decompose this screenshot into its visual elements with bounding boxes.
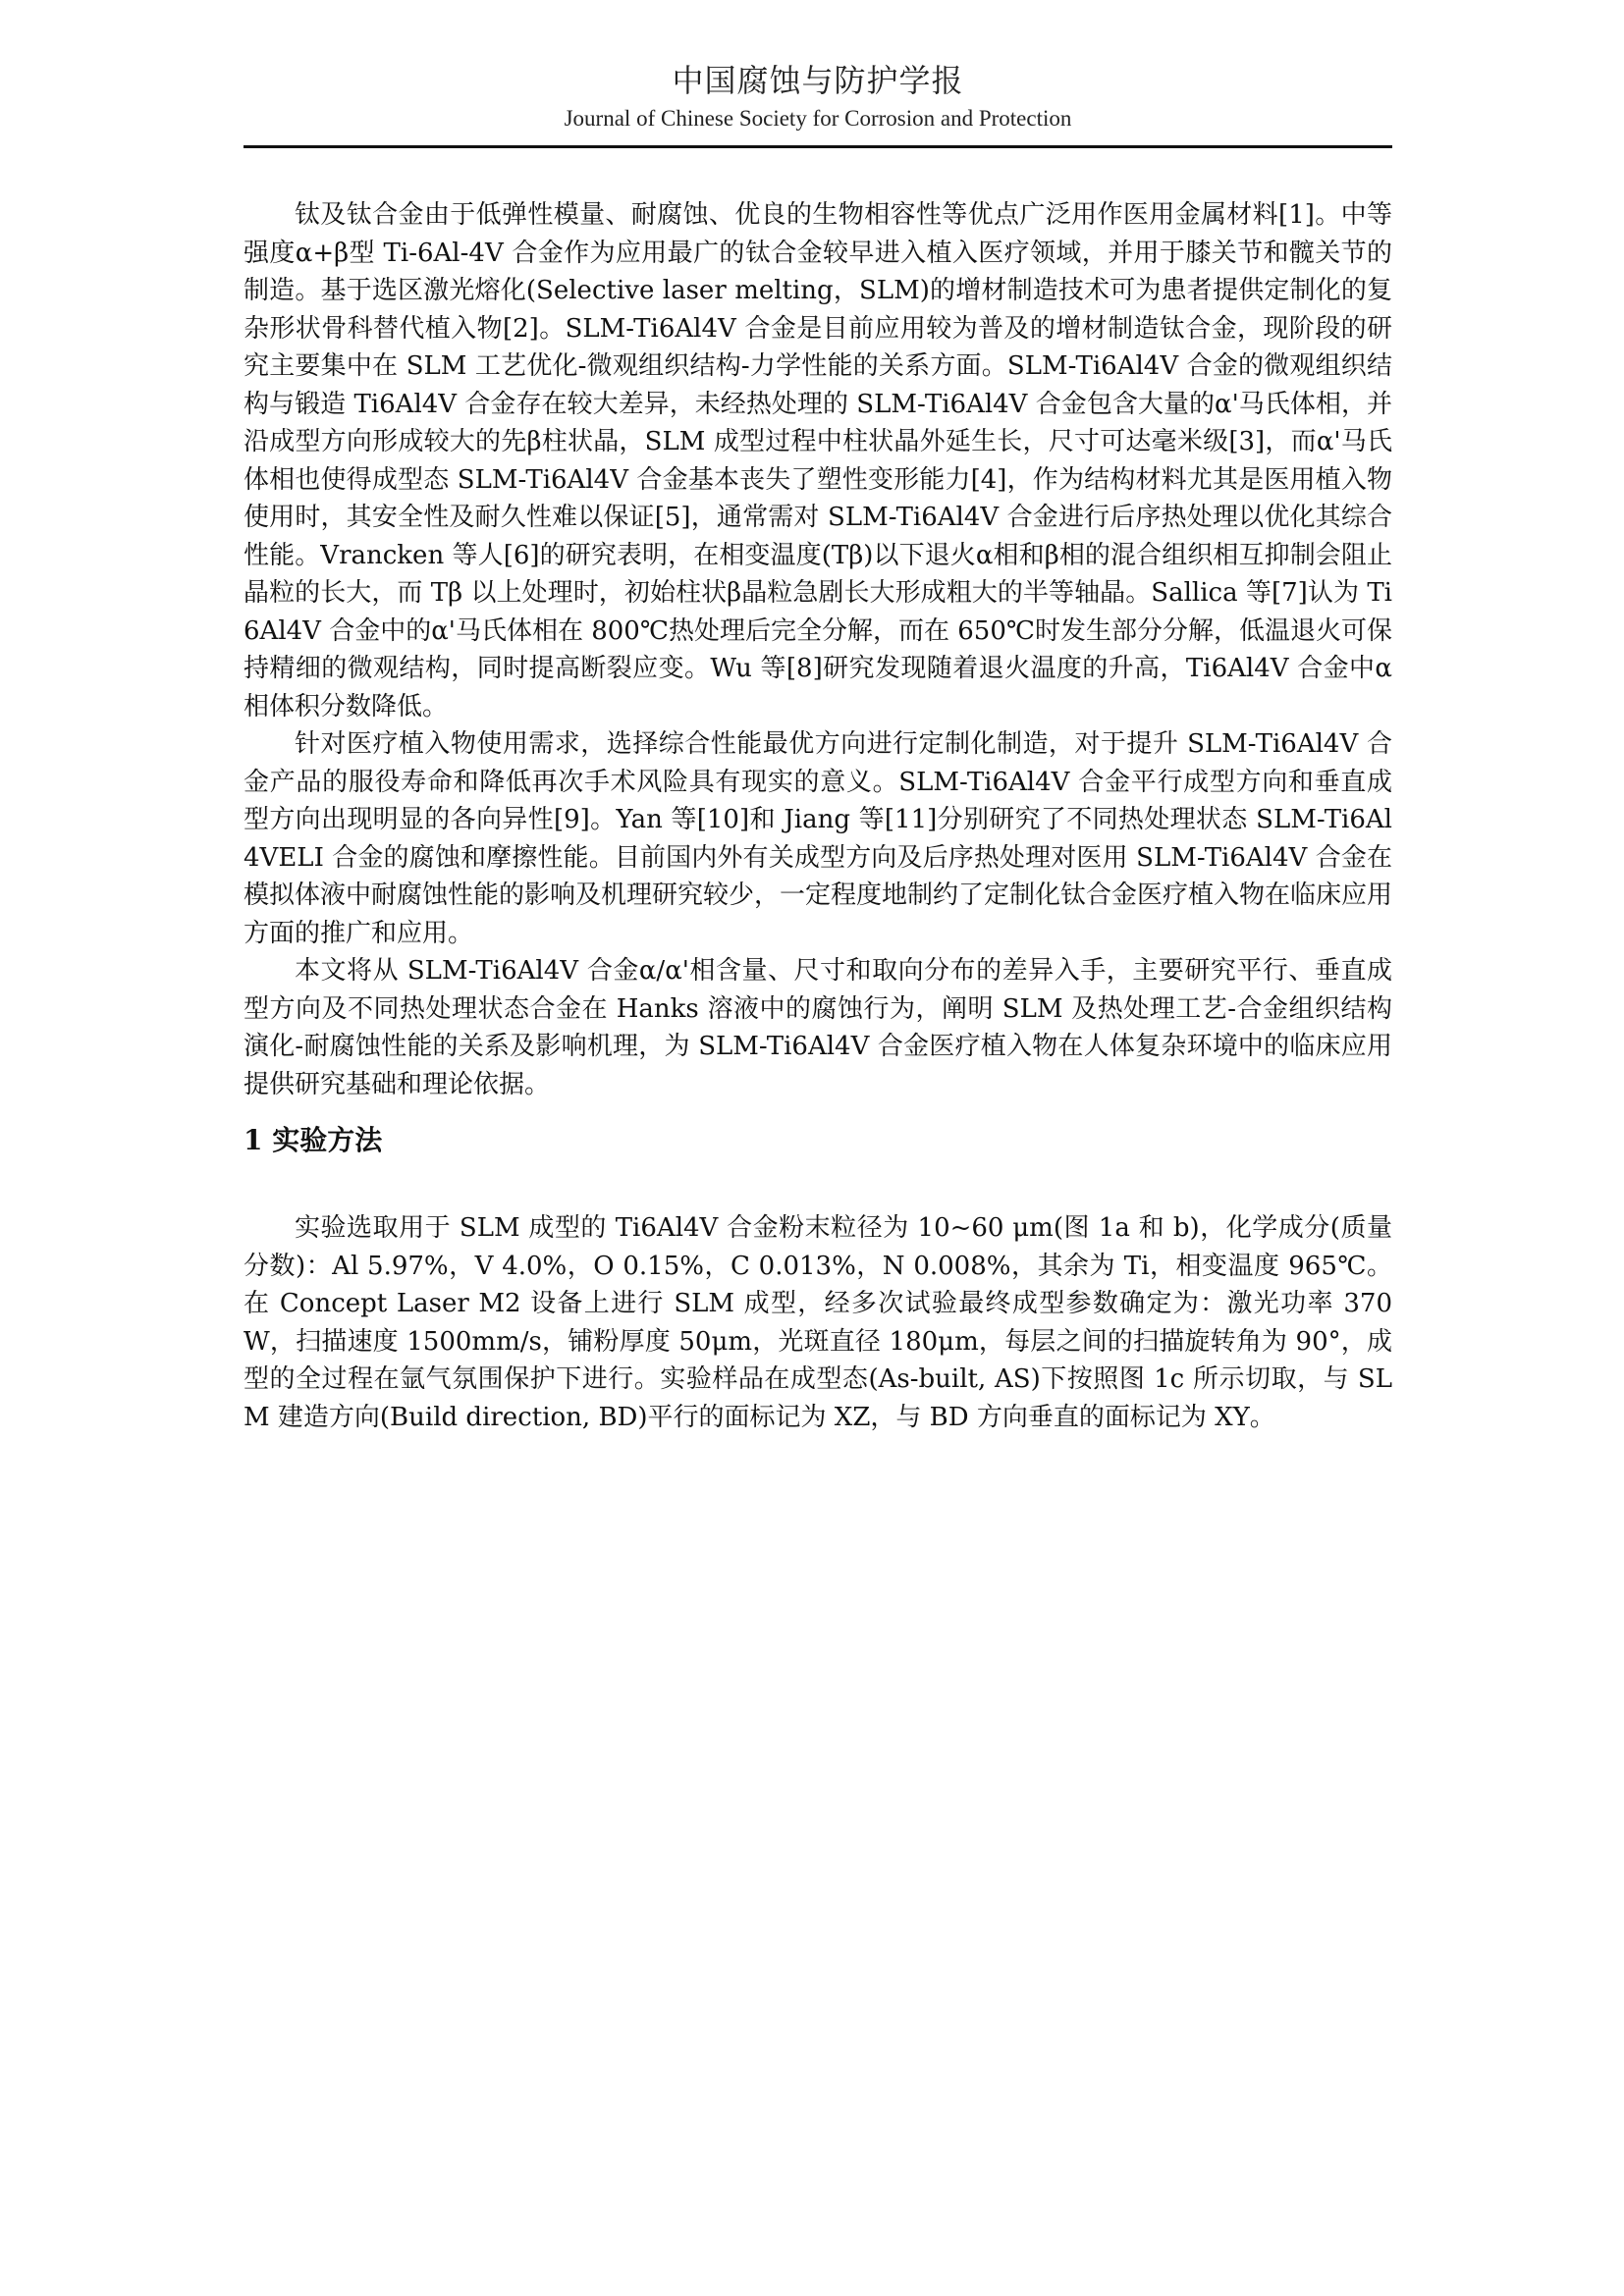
journal-header	[244, 59, 1392, 133]
journal-subtitle: Journal of Chinese Society for Corrosion and Protection	[564, 106, 1072, 131]
journal-title: 中国腐蚀与防护学报	[672, 62, 964, 99]
header-divider	[244, 145, 1392, 148]
article-body	[244, 196, 1392, 1436]
intro-paragraph-1: 钛及钛合金由于低弹性模量、耐腐蚀、优良的生物相容性等优点广泛用作医用金属材料[1]。中等强度α+β型 Ti-6Al-4V 合金作为应用最广的钛合金较早进入植入医疗领域，并用于膝关节和髋关节的制造。基于选区激光熔化(Selective laser melting，SLM)的增材制造技术可为患者提供定制化的复杂形状骨科替代植入物[2]。SLM-Ti6Al4V 合金是目前应用较为普及的增材制造钛合金，现阶段的研究主要集中在 SLM 工艺优化-微观组织结构-力学性能的关系方面。SLM-Ti6Al4V 合金的微观组织结构与锻造 Ti6Al4V 合金存在较大差异，未经热处理的 SLM-Ti6Al4V 合金包含大量的α'马氏体相，并沿成型方向形成较大的先β柱状晶，SLM 成型过程中柱状晶外延生长，尺寸可达毫米级[3]，而α'马氏体相也使得成型态 SLM-Ti6Al4V 合金基本丧失了塑性变形能力[4]，作为结构材料尤其是医用植入物使用时，其安全性及耐久性难以保证[5]，通常需对 SLM-Ti6Al4V 合金进行后序热处理以优化其综合性能。Vrancken 等人[6]的研究表明，在相变温度(Tβ)以下退火α相和β相的混合组织相互抑制会阻止晶粒的长大，而 Tβ 以上处理时，初始柱状β晶粒急剧长大形成粗大的半等轴晶。Sallica 等[7]认为 Ti6Al4V 合金中的α'马氏体相在 800℃热处理后完全分解，而在 650℃时发生部分分解，低温退火可保持精细的微观结构，同时提高断裂应变。Wu 等[8]研究发现随着退火温度的升高，Ti6Al4V 合金中α相体积分数降低。	[244, 200, 1392, 721]
intro-paragraph-2: 针对医疗植入物使用需求，选择综合性能最优方向进行定制化制造，对于提升 SLM-Ti6Al4V 合金产品的服役寿命和降低再次手术风险具有现实的意义。SLM-Ti6Al4V 合金平行成型方向和垂直成型方向出现明显的各向异性[9]。Yan 等[10]和 Jiang 等[11]分别研究了不同热处理状态 SLM-Ti6Al4VELI 合金的腐蚀和摩擦性能。目前国内外有关成型方向及后序热处理对医用 SLM-Ti6Al4V 合金在模拟体液中耐腐蚀性能的影响及机理研究较少，一定程度地制约了定制化钛合金医疗植入物在临床应用方面的推广和应用。	[244, 729, 1393, 948]
methods-paragraph: 实验选取用于 SLM 成型的 Ti6Al4V 合金粉末粒径为 10~60 μm(图 1a 和 b)，化学成分(质量分数)：Al 5.97%，V 4.0%，O 0.15%，C 0.013%，N 0.008%，其余为 Ti，相变温度 965℃。在 Concept Laser M2 设备上进行 SLM 成型，经多次试验最终成型参数确定为：激光功率 370W，扫描速度 1500mm/s，铺粉厚度 50μm，光斑直径 180μm，每层之间的扫描旋转角为 90°，成型的全过程在氩气氛围保护下进行。实验样品在成型态(As-built, AS)下按照图 1c 所示切取，与 SLM 建造方向(Build direction, BD)平行的面标记为 XZ，与 BD 方向垂直的面标记为 XY。	[244, 1213, 1392, 1432]
section-heading-methods: 1 实验方法	[244, 1124, 383, 1156]
intro-paragraph-3: 本文将从 SLM-Ti6Al4V 合金α/α'相含量、尺寸和取向分布的差异入手，主要研究平行、垂直成型方向及不同热处理状态合金在 Hanks 溶液中的腐蚀行为，阐明 SLM 及热处理工艺-合金组织结构演化-耐腐蚀性能的关系及影响机理，为 SLM-Ti6Al4V 合金医疗植入物在人体复杂环境中的临床应用提供研究基础和理论依据。	[244, 956, 1392, 1099]
